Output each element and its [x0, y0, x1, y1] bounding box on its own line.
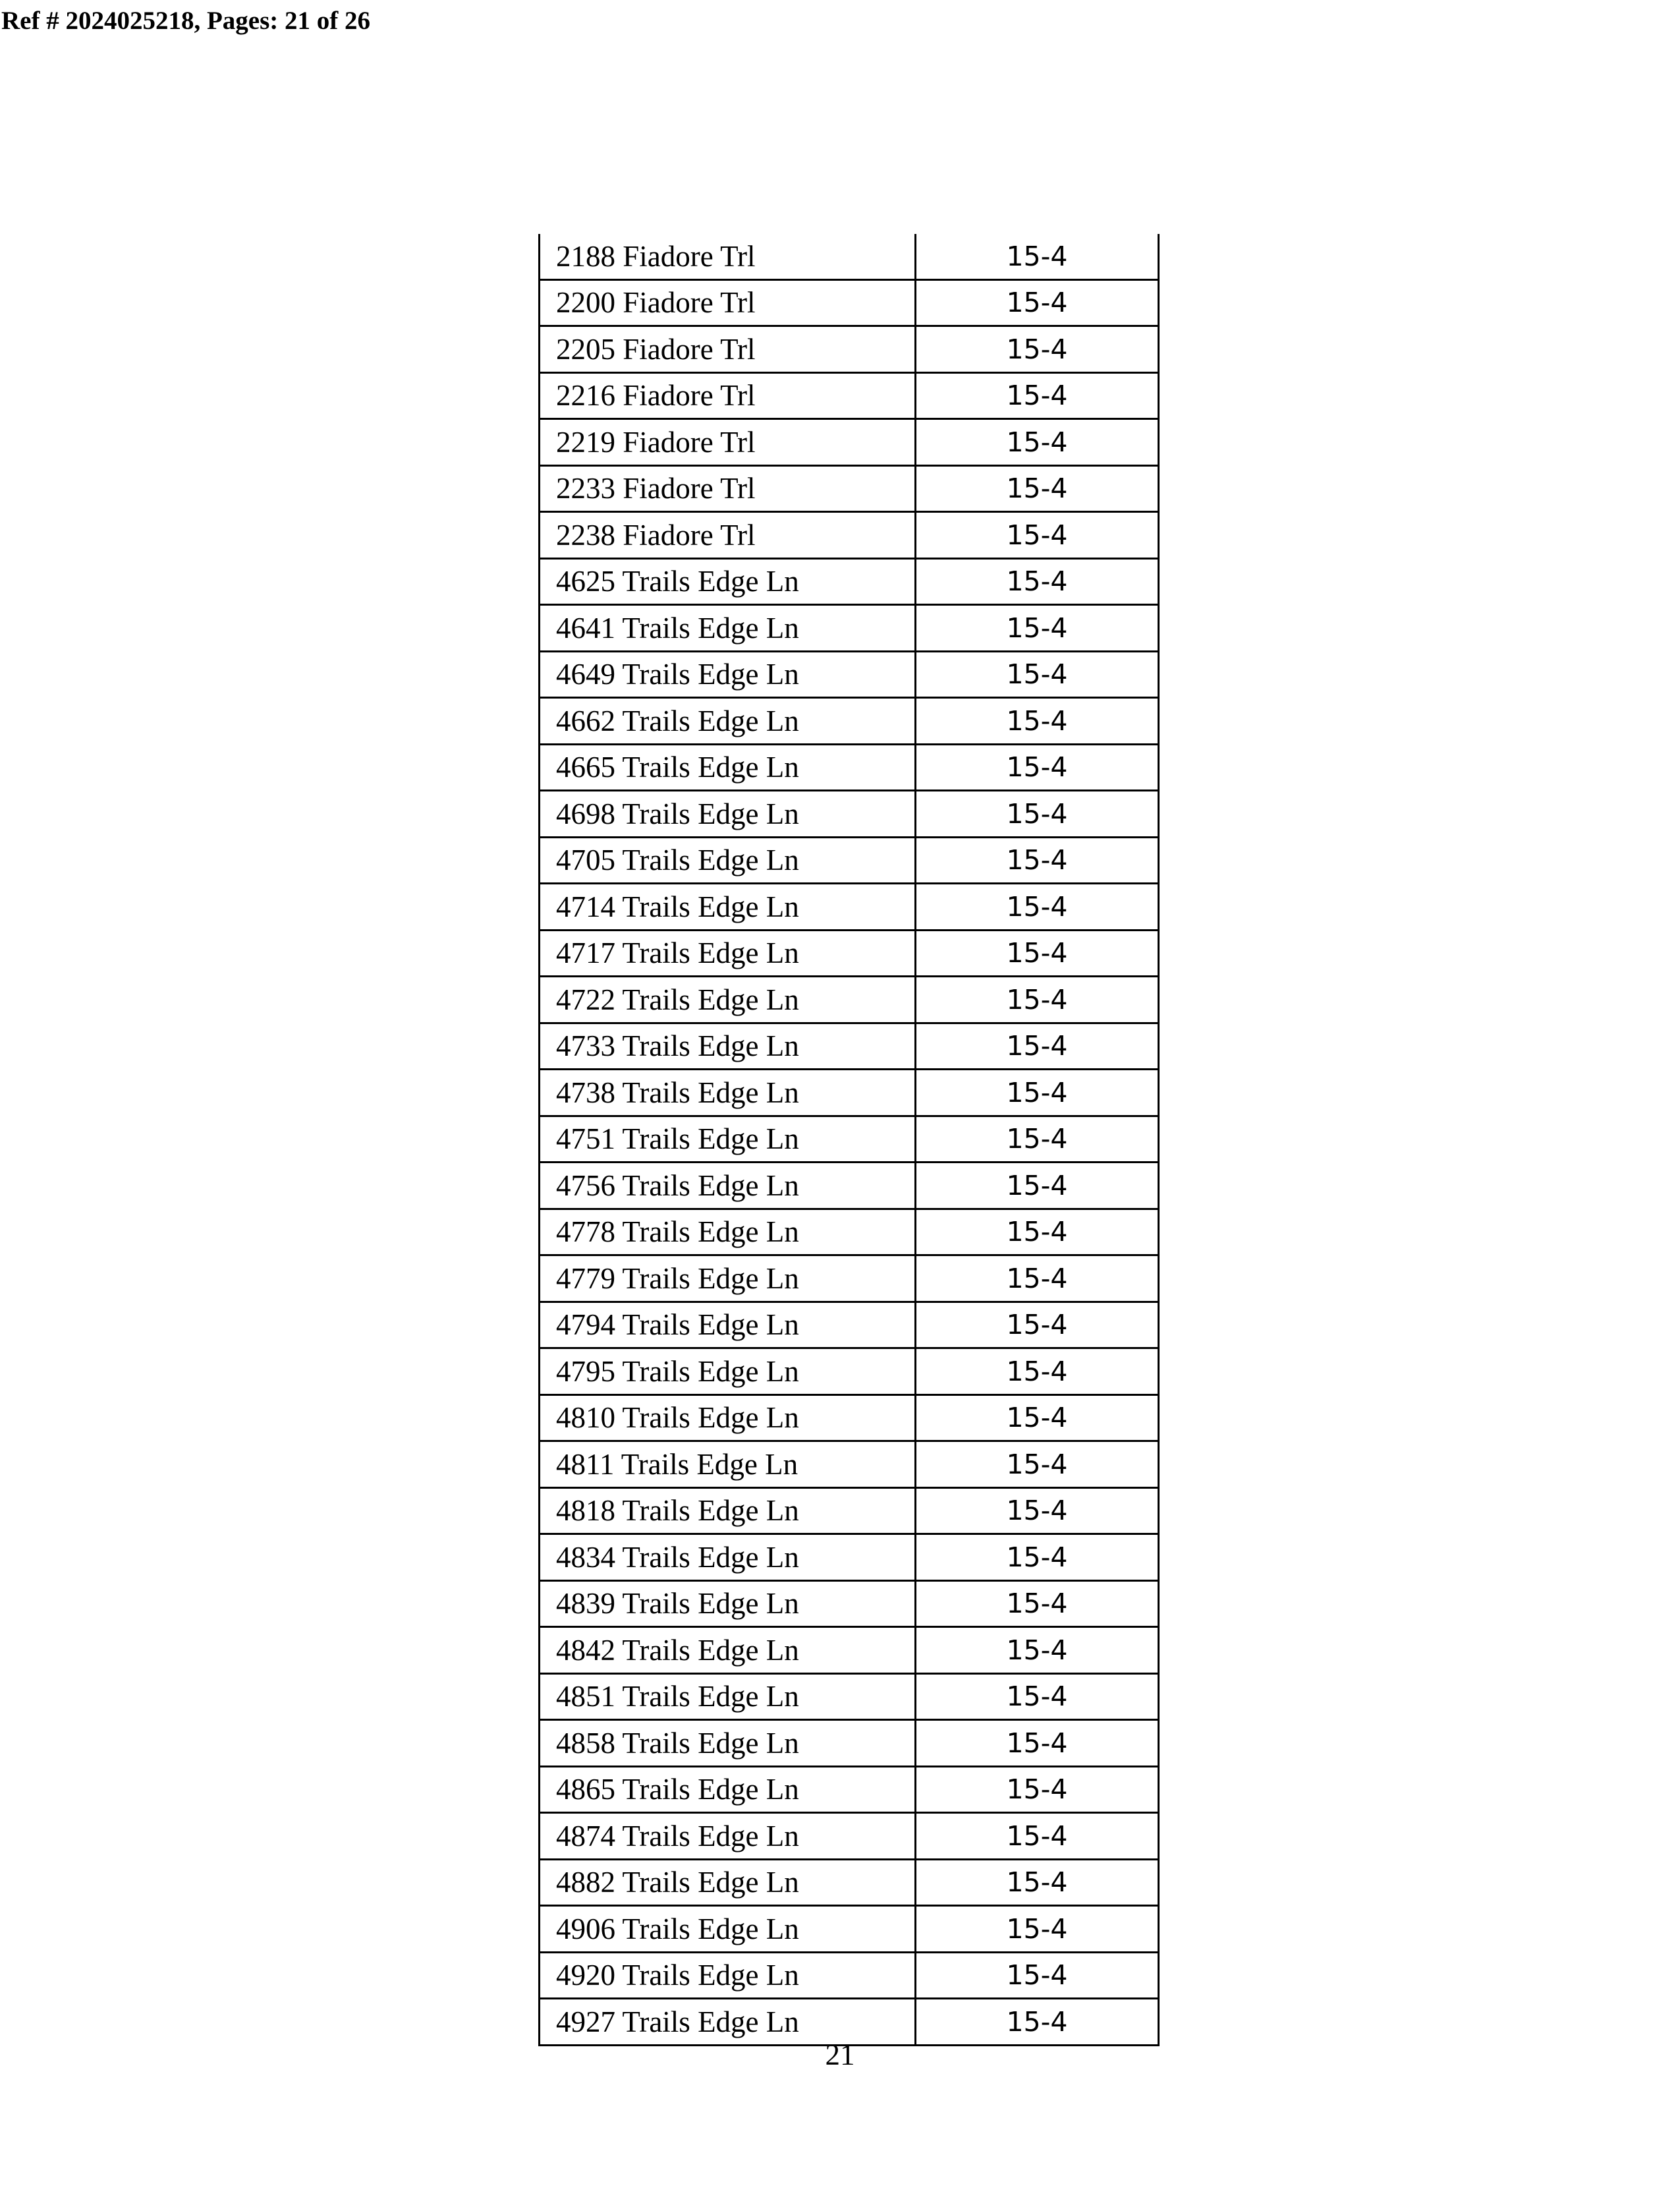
address-cell: 4649 Trails Edge Ln [540, 651, 916, 698]
code-cell: 15-4 [916, 1209, 1159, 1255]
address-cell: 2205 Fiadore Trl [540, 326, 916, 373]
code-cell: 15-4 [916, 1859, 1159, 1906]
address-cell: 4756 Trails Edge Ln [540, 1163, 916, 1209]
table-row [540, 977, 1159, 1023]
table-row [540, 558, 1159, 605]
address-cell: 4811 Trails Edge Ln [540, 1441, 916, 1488]
table-row [540, 651, 1159, 698]
address-cell: 4738 Trails Edge Ln [540, 1070, 916, 1116]
address-table-container [538, 234, 1142, 2046]
page-number: 21 [825, 2038, 855, 2071]
code-cell: 15-4 [916, 791, 1159, 838]
table-row [540, 1487, 1159, 1534]
code-cell: 15-4 [916, 1348, 1159, 1395]
code-cell: 15-4 [916, 1534, 1159, 1581]
table-row [540, 1906, 1159, 1953]
address-cell: 2238 Fiadore Trl [540, 512, 916, 559]
code-cell: 15-4 [916, 744, 1159, 791]
address-cell: 4851 Trails Edge Ln [540, 1673, 916, 1720]
code-cell: 15-4 [916, 1255, 1159, 1302]
code-cell: 15-4 [916, 465, 1159, 512]
address-cell: 4842 Trails Edge Ln [540, 1627, 916, 1674]
table-row [540, 1394, 1159, 1441]
table-row [540, 419, 1159, 466]
address-table [538, 234, 1160, 2046]
table-row [540, 372, 1159, 419]
code-cell: 15-4 [916, 651, 1159, 698]
code-cell: 15-4 [916, 372, 1159, 419]
address-cell: 4641 Trails Edge Ln [540, 605, 916, 652]
code-cell: 15-4 [916, 1627, 1159, 1674]
address-cell: 4795 Trails Edge Ln [540, 1348, 916, 1395]
table-row [540, 1023, 1159, 1070]
address-cell: 4839 Trails Edge Ln [540, 1580, 916, 1627]
code-cell: 15-4 [916, 1394, 1159, 1441]
address-cell: 4874 Trails Edge Ln [540, 1813, 916, 1860]
address-cell: 4882 Trails Edge Ln [540, 1859, 916, 1906]
table-row [540, 1209, 1159, 1255]
address-cell: 4665 Trails Edge Ln [540, 744, 916, 791]
table-row [540, 1302, 1159, 1348]
table-row [540, 1813, 1159, 1860]
address-table-body [540, 234, 1159, 2045]
code-cell: 15-4 [916, 884, 1159, 931]
table-row [540, 1255, 1159, 1302]
table-row [540, 837, 1159, 884]
table-row [540, 930, 1159, 977]
address-cell: 4717 Trails Edge Ln [540, 930, 916, 977]
code-cell: 15-4 [916, 1163, 1159, 1209]
table-row [540, 1163, 1159, 1209]
table-row [540, 884, 1159, 931]
code-cell: 15-4 [916, 837, 1159, 884]
table-row [540, 1859, 1159, 1906]
code-cell: 15-4 [916, 1952, 1159, 1999]
table-row [540, 1766, 1159, 1813]
table-row [540, 1534, 1159, 1581]
code-cell: 15-4 [916, 1302, 1159, 1348]
table-row [540, 791, 1159, 838]
table-row [540, 744, 1159, 791]
code-cell: 15-4 [916, 1487, 1159, 1534]
address-cell: 4920 Trails Edge Ln [540, 1952, 916, 1999]
code-cell: 15-4 [916, 1906, 1159, 1953]
table-row [540, 1952, 1159, 1999]
table-row [540, 279, 1159, 326]
code-cell: 15-4 [916, 1813, 1159, 1860]
code-cell: 15-4 [916, 512, 1159, 559]
code-cell: 15-4 [916, 605, 1159, 652]
code-cell: 15-4 [916, 930, 1159, 977]
table-row [540, 698, 1159, 745]
code-cell: 15-4 [916, 419, 1159, 466]
address-cell: 4794 Trails Edge Ln [540, 1302, 916, 1348]
address-cell: 4625 Trails Edge Ln [540, 558, 916, 605]
code-cell: 15-4 [916, 1023, 1159, 1070]
address-cell: 2200 Fiadore Trl [540, 279, 916, 326]
code-cell: 15-4 [916, 279, 1159, 326]
table-row [540, 1348, 1159, 1395]
code-cell: 15-4 [916, 1766, 1159, 1813]
address-cell: 4705 Trails Edge Ln [540, 837, 916, 884]
code-cell: 15-4 [916, 1070, 1159, 1116]
table-row [540, 326, 1159, 373]
table-row [540, 1070, 1159, 1116]
code-cell: 15-4 [916, 326, 1159, 373]
address-cell: 2219 Fiadore Trl [540, 419, 916, 466]
table-row [540, 1441, 1159, 1488]
table-row [540, 1116, 1159, 1163]
address-cell: 4722 Trails Edge Ln [540, 977, 916, 1023]
address-cell: 2233 Fiadore Trl [540, 465, 916, 512]
address-cell: 2216 Fiadore Trl [540, 372, 916, 419]
code-cell: 15-4 [916, 558, 1159, 605]
table-row [540, 605, 1159, 652]
address-cell: 4698 Trails Edge Ln [540, 791, 916, 838]
address-cell: 4714 Trails Edge Ln [540, 884, 916, 931]
code-cell: 15-4 [916, 1580, 1159, 1627]
address-cell: 4858 Trails Edge Ln [540, 1720, 916, 1767]
code-cell: 15-4 [916, 1116, 1159, 1163]
address-cell: 4906 Trails Edge Ln [540, 1906, 916, 1953]
address-cell: 4778 Trails Edge Ln [540, 1209, 916, 1255]
table-row [540, 465, 1159, 512]
code-cell: 15-4 [916, 1673, 1159, 1720]
table-row [540, 1673, 1159, 1720]
reference-header: Ref # 2024025218, Pages: 21 of 26 [1, 7, 370, 35]
address-cell: 4834 Trails Edge Ln [540, 1534, 916, 1581]
table-row [540, 1720, 1159, 1767]
code-cell: 15-4 [916, 1999, 1159, 2046]
address-cell: 2188 Fiadore Trl [540, 234, 916, 279]
code-cell: 15-4 [916, 698, 1159, 745]
table-row [540, 1627, 1159, 1674]
address-cell: 4810 Trails Edge Ln [540, 1394, 916, 1441]
address-cell: 4818 Trails Edge Ln [540, 1487, 916, 1534]
table-row [540, 512, 1159, 559]
table-row [540, 1580, 1159, 1627]
code-cell: 15-4 [916, 977, 1159, 1023]
table-row [540, 234, 1159, 279]
address-cell: 4733 Trails Edge Ln [540, 1023, 916, 1070]
address-cell: 4927 Trails Edge Ln [540, 1999, 916, 2046]
code-cell: 15-4 [916, 1441, 1159, 1488]
address-cell: 4662 Trails Edge Ln [540, 698, 916, 745]
address-cell: 4779 Trails Edge Ln [540, 1255, 916, 1302]
code-cell: 15-4 [916, 1720, 1159, 1767]
address-cell: 4751 Trails Edge Ln [540, 1116, 916, 1163]
address-cell: 4865 Trails Edge Ln [540, 1766, 916, 1813]
code-cell: 15-4 [916, 234, 1159, 279]
